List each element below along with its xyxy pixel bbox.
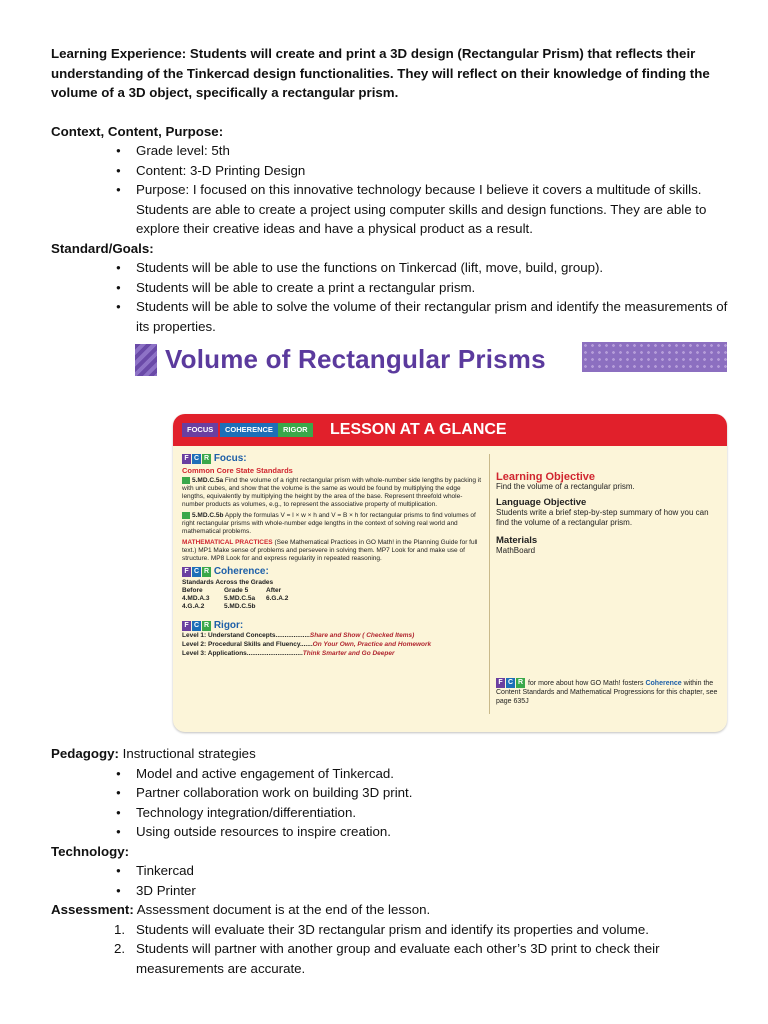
language-objective-text: Students write a brief step-by-step summary of how you can find the volume of a rectangular prism. bbox=[496, 508, 709, 527]
focus-tag: FOCUS bbox=[182, 423, 218, 437]
card-right-column bbox=[496, 454, 721, 556]
figure-title: Volume of Rectangular Prisms bbox=[165, 344, 546, 374]
learning-objective-heading: Learning Objective bbox=[496, 471, 596, 483]
list-item: ● Using outside resources to inspire creation. bbox=[136, 822, 731, 842]
fcr-icon: F C R bbox=[182, 454, 212, 464]
materials-heading: Materials bbox=[496, 535, 538, 546]
language-objective-heading: Language Objective bbox=[496, 497, 587, 508]
list-item: 2. Students will partner with another group and evaluate each other’s 3D print to check their measurements are accurate. bbox=[114, 941, 660, 976]
assessment-list bbox=[51, 920, 731, 979]
math-practices: MATHEMATICAL PRACTICES (See Mathematical Practices in GO Math! in the Planning Guide for full text.) MP1 Make sense of problems and persevere in solving them. MP7 Look for and make use of structure. MP8 Look for and express regularity in repeated reasoning. bbox=[182, 539, 478, 563]
standard-5mdc5a: 5.MD.C.5a Find the volume of a right rectangular prism with whole-number side lengths by packing it with unit cubes, and show that the volume is the same as would be found by multiplying the edge lengths, equivalently by multiplying the height by the area of the base. Represent threefold whole-number products as volumes, e.g., to represent the associative property of multiplication. bbox=[182, 477, 482, 509]
context-heading: Context, Content, Purpose: bbox=[51, 123, 224, 139]
standard-5mdc5b: 5.MD.C.5b Apply the formulas V = l × w × h and V = B × h for rectangular prisms to find volumes of right rectangular prisms with whole-number edge lengths in the context of solving real world and mathematical problems. bbox=[182, 512, 476, 536]
standard-square-icon bbox=[182, 512, 190, 519]
assessment-line: Assessment: Assessment document is at the end of the lesson. bbox=[51, 902, 431, 917]
standards-heading: Standard/Goals: bbox=[51, 240, 154, 256]
coherence-tag: COHERENCE bbox=[220, 423, 278, 437]
intro-paragraph: Learning Experience: Students will create and print a 3D design (Rectangular Prism) that reflects their understanding of the Tinkercad design functionalities. They will reflect on their knowledge of finding the volume of a 3D object, specifically a rectangular prism. bbox=[51, 46, 710, 100]
coherence-grid: Before Grade 5 After 4.MD.A.3 5.MD.C.5a 6.G.A.2 4.G.A.2 5.MD.C.5b bbox=[182, 587, 289, 611]
coherence-note: F C R for more about how GO Math! fosters Coherence within the Content Standards and Mathematical Progressions for this chapter, see page 635J bbox=[496, 679, 718, 705]
list-item: ● Students will be able to solve the volume of their rectangular prism and identify the measurements of its properties. bbox=[136, 297, 731, 336]
rigor-level-1: Level 1: Understand Concepts...................Share and Show ( Checked Items) bbox=[182, 632, 415, 640]
coherence-heading: F C R Coherence: bbox=[182, 567, 482, 577]
list-item: ● Technology integration/differentiation. bbox=[136, 803, 731, 823]
fcr-icon: F C R bbox=[182, 567, 212, 577]
rigor-heading: F C R Rigor: bbox=[182, 621, 482, 631]
materials-text: MathBoard bbox=[496, 546, 536, 555]
standard-square-icon bbox=[182, 477, 190, 484]
list-item: ● Students will be able to create a print a rectangular prism. bbox=[136, 278, 731, 298]
banner-stripe-decoration bbox=[135, 344, 157, 376]
rigor-tag: RIGOR bbox=[278, 423, 313, 437]
technology-list bbox=[51, 861, 731, 900]
lesson-at-a-glance-card bbox=[173, 414, 727, 732]
fcr-icon: F C R bbox=[182, 621, 212, 631]
fcr-icon: F C R bbox=[496, 678, 526, 688]
list-item: ● Purpose: I focused on this innovative technology because I believe it covers a multitude of skills. Students are able to create a project using computer skills and design functions. They are able to explore their creative ideas and have a physical product as a result. bbox=[136, 180, 731, 239]
list-item: ● Content: 3-D Printing Design bbox=[136, 161, 731, 181]
rigor-level-3: Level 3: Applications...............................Think Smarter and Go Deeper bbox=[182, 650, 395, 658]
rigor-level-2: Level 2: Procedural Skills and Fluency.......On Your Own, Practice and Homework bbox=[182, 641, 432, 649]
list-item: 1. Students will evaluate their 3D rectangular prism and identify its properties and volume. bbox=[114, 921, 649, 937]
column-divider bbox=[489, 454, 490, 714]
card-header bbox=[173, 414, 727, 446]
focus-heading: F C R Focus: bbox=[182, 454, 482, 464]
card-left-column bbox=[182, 454, 482, 658]
list-item: ● Students will be able to use the functions on Tinkercad (lift, move, build, group). bbox=[136, 258, 731, 278]
list-item: ● Partner collaboration work on building 3D print. bbox=[136, 783, 731, 803]
standards-list bbox=[51, 258, 731, 336]
ccss-heading: Common Core State Standards bbox=[182, 466, 293, 475]
pedagogy-line: Pedagogy: Instructional strategies bbox=[51, 746, 256, 761]
list-item: ● Model and active engagement of Tinkercad. bbox=[136, 764, 731, 784]
coherence-subtitle: Standards Across the Grades bbox=[182, 579, 274, 587]
lesson-at-a-glance-title: LESSON AT A GLANCE bbox=[330, 421, 507, 438]
lesson-figure bbox=[135, 342, 768, 740]
list-item: ● 3D Printer bbox=[136, 881, 731, 901]
document bbox=[51, 44, 731, 978]
figure-banner bbox=[135, 342, 725, 380]
banner-dots-decoration bbox=[582, 342, 727, 372]
pedagogy-list bbox=[51, 764, 731, 842]
context-list bbox=[51, 141, 731, 239]
learning-objective-text: Find the volume of a rectangular prism. bbox=[496, 482, 635, 491]
technology-heading: Technology: bbox=[51, 843, 130, 859]
list-item: ● Tinkercad bbox=[136, 861, 731, 881]
list-item: ● Grade level: 5th bbox=[136, 141, 731, 161]
